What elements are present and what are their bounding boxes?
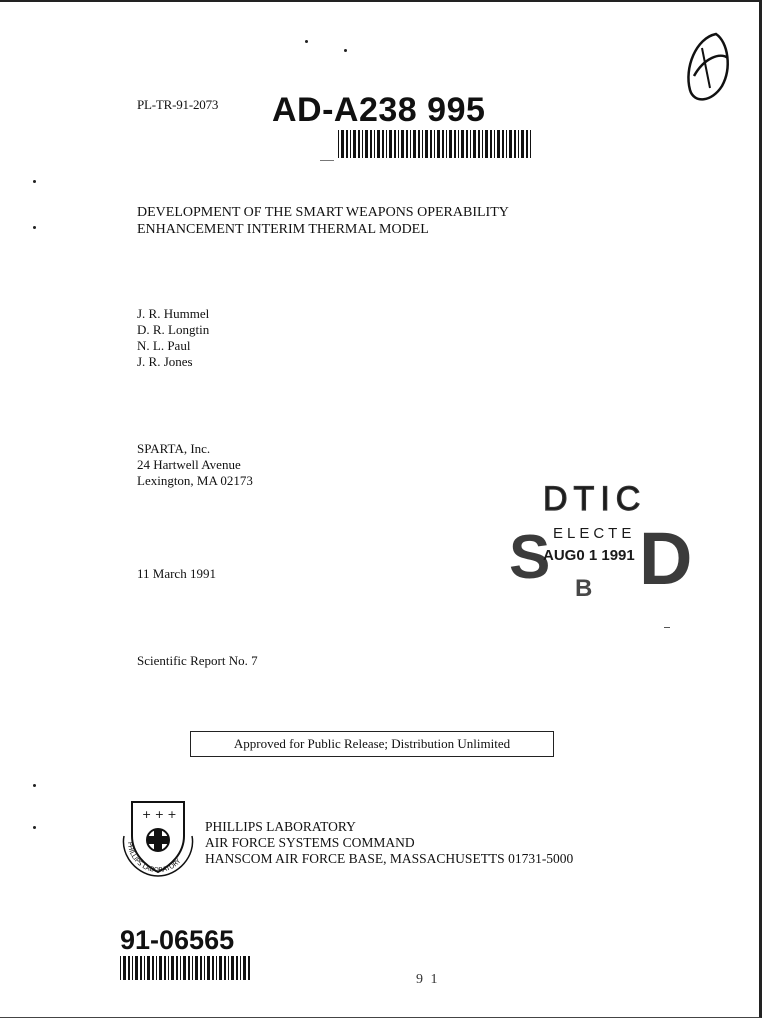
author: J. R. Jones [137,354,193,369]
stamp-date: AUG0 1 1991 [543,547,635,564]
page-mark: 9 1 [416,972,440,987]
scan-dot [344,49,347,52]
org-street: 24 Hartwell Avenue [137,457,241,472]
accession-barcode-icon [120,956,252,980]
seal-text: PHILLIPS LABORATORY [125,841,183,875]
author: D. R. Longtin [137,322,210,337]
report-date: 11 March 1991 [137,566,216,581]
author-list [137,306,209,370]
report-id: PL-TR-91-2073 [137,97,219,112]
scan-dot [33,226,36,229]
author: J. R. Hummel [137,306,210,321]
lab-line: HANSCOM AIR FORCE BASE, MASSACHUSETTS 01731-5000 [205,851,574,866]
title-line: DEVELOPMENT OF THE SMART WEAPONS OPERABILITY [137,205,509,220]
org-city: Lexington, MA 02173 [137,473,253,488]
accession-number: 91-06565 [120,925,235,955]
barcode-icon [338,130,534,158]
org-name: SPARTA, Inc. [137,441,211,456]
scan-dot [305,40,308,43]
scan-mark [664,627,670,628]
stamp-b: B [575,575,593,602]
scan-dot [33,784,36,787]
svg-text:+ + +: + + + [142,808,177,821]
handwritten-mark-icon [676,28,738,108]
stamp-s: S [509,523,551,592]
report-number: Scientific Report No. 7 [137,653,258,668]
scan-dot [33,826,36,829]
stamp-electe: ELECTE [553,525,636,542]
stamp-dtic: DTIC [543,480,647,518]
lab-line: PHILLIPS LABORATORY [205,819,356,834]
dtic-stamp [505,480,693,602]
organization-address [137,441,253,489]
lab-line: AIR FORCE SYSTEMS COMMAND [205,835,415,850]
stamp-d: D [639,517,693,600]
author: N. L. Paul [137,338,191,353]
report-title [137,204,509,238]
distribution-statement: Approved for Public Release; Distribution Unlimited [190,731,554,757]
ad-block [272,91,534,158]
accession-block [120,925,252,980]
laboratory-address [205,819,573,867]
scan-mark [320,160,334,161]
scan-dot [33,180,36,183]
ad-number: AD-A238 995 [272,91,486,129]
laboratory-seal-icon [118,796,198,878]
title-line: ENHANCEMENT INTERIM THERMAL MODEL [137,222,429,237]
